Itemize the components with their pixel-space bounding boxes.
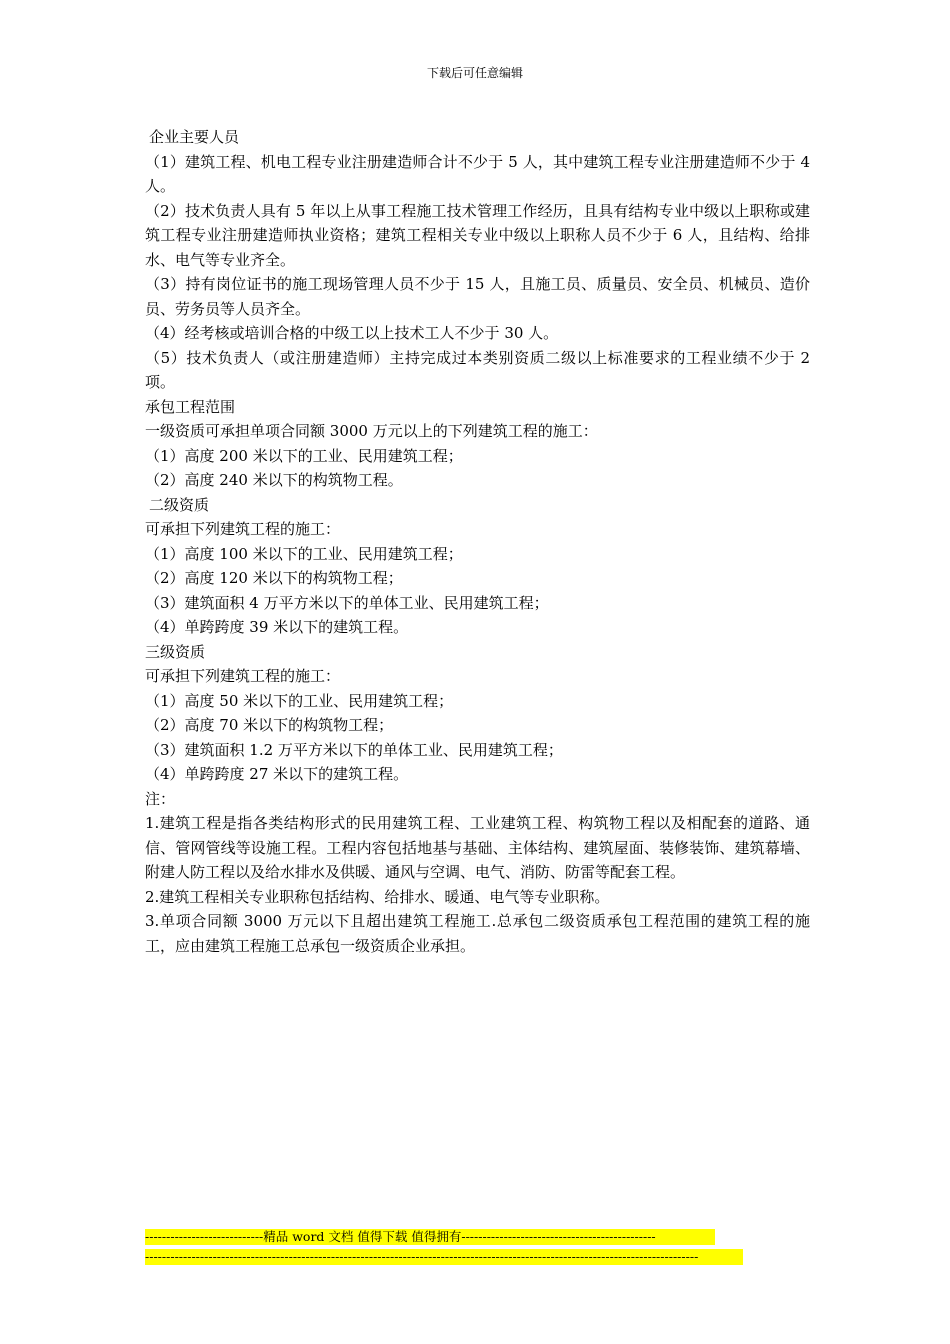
page-header: 下载后可任意编辑 bbox=[426, 66, 523, 80]
list-item: （4）单跨跨度 39 米以下的建筑工程。 bbox=[145, 618, 409, 636]
footer-banner-line-2: ----------------------------------------------------------------------------------------------------------------------------------- bbox=[145, 1249, 743, 1265]
paragraph-1: （1）建筑工程、机电工程专业注册建造师合计不少于 5 人，其中建筑工程专业注册建造师不少于 4 人。 bbox=[145, 152, 810, 195]
list-item: （2）高度 240 米以下的构筑物工程。 bbox=[145, 471, 403, 489]
footer-banner-line-1: ----------------------------精品 word 文档 值得下载 值得拥有---------------------------------------------- bbox=[145, 1229, 715, 1245]
paragraph-5: （5）技术负责人（或注册建造师）主持完成过本类别资质二级以上标准要求的工程业绩不少于 2 项。 bbox=[145, 348, 810, 391]
section-title-level3: 三级资质 bbox=[145, 642, 206, 661]
list-item: （3）建筑面积 1.2 万平方米以下的单体工业、民用建筑工程； bbox=[145, 740, 563, 759]
paragraph-4: （4）经考核或培训合格的中级工以上技术工人不少于 30 人。 bbox=[145, 324, 559, 342]
list-item: （1）高度 200 米以下的工业、民用建筑工程； bbox=[145, 446, 463, 465]
note-3: 3.单项合同额 3000 万元以下且超出建筑工程施工.总承包二级资质承包工程范围的建筑工程的施工，应由建筑工程施工总承包一级资质企业承担。 bbox=[145, 912, 810, 955]
scope-intro: 一级资质可承担单项合同额 3000 万元以上的下列建筑工程的施工： bbox=[145, 422, 598, 440]
notes-title: 注： bbox=[145, 789, 176, 808]
document-body bbox=[145, 125, 810, 958]
list-item: （3）建筑面积 4 万平方米以下的单体工业、民用建筑工程； bbox=[145, 593, 549, 612]
level3-intro: 可承担下列建筑工程的施工： bbox=[145, 667, 341, 685]
page-footer bbox=[145, 1229, 743, 1269]
list-item: （1）高度 100 米以下的工业、民用建筑工程； bbox=[145, 544, 463, 563]
section-title-scope: 承包工程范围 bbox=[145, 397, 236, 416]
note-2: 2.建筑工程相关专业职称包括结构、给排水、暖通、电气等专业职称。 bbox=[145, 887, 610, 906]
note-1: 1.建筑工程是指各类结构形式的民用建筑工程、工业建筑工程、构筑物工程以及相配套的道路、通信、管网管线等设施工程。工程内容包括地基与基础、主体结构、建筑屋面、装修装饰、建筑幕墙、附建人防工程以及给水排水及供暖、通风与空调、电气、消防、防雷等配套工程。 bbox=[145, 814, 810, 881]
section-title-level2: 二级资质 bbox=[149, 495, 210, 514]
paragraph-3: （3）持有岗位证书的施工现场管理人员不少于 15 人，且施工员、质量员、安全员、机械员、造价员、劳务员等人员齐全。 bbox=[145, 275, 810, 318]
list-item: （2）高度 120 米以下的构筑物工程； bbox=[145, 569, 403, 587]
paragraph-2: （2）技术负责人具有 5 年以上从事工程施工技术管理工作经历，且具有结构专业中级以上职称或建筑工程专业注册建造师执业资格；建筑工程相关专业中级以上职称人员不少于 6 人，且结构、给排水、电气等专业齐全。 bbox=[145, 201, 810, 269]
list-item: （1）高度 50 米以下的工业、民用建筑工程； bbox=[145, 691, 454, 710]
level2-intro: 可承担下列建筑工程的施工： bbox=[145, 520, 341, 538]
section-title-personnel: 企业主要人员 bbox=[149, 128, 240, 146]
list-item: （2）高度 70 米以下的构筑物工程； bbox=[145, 716, 394, 734]
list-item: （4）单跨跨度 27 米以下的建筑工程。 bbox=[145, 765, 409, 783]
